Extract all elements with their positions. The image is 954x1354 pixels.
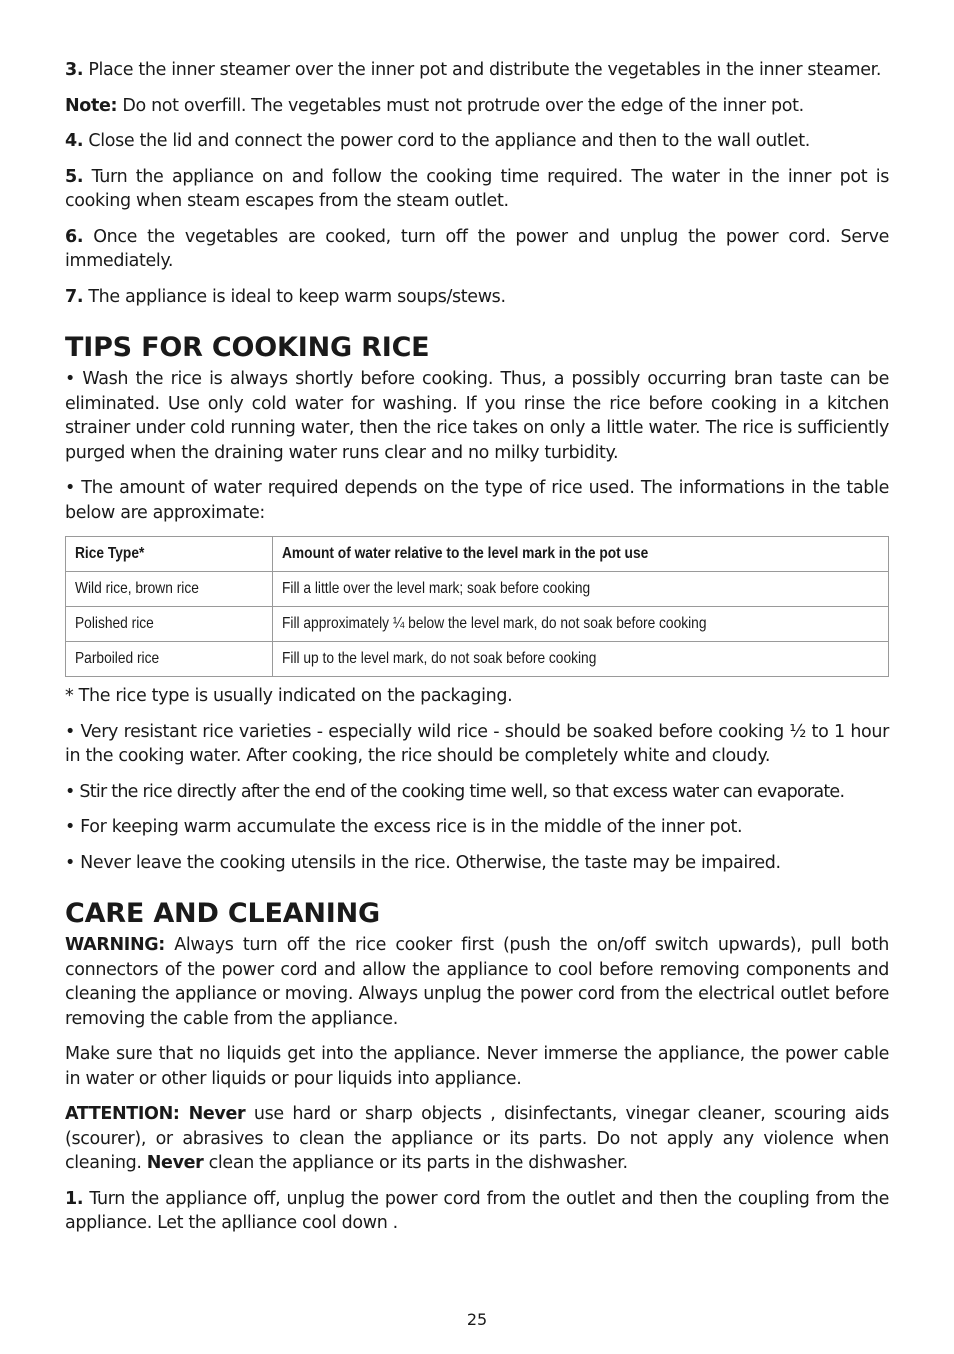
care-step-1: 1. Turn the appliance off, unplug the power cord from the outlet and then the coupling from the appliance. Let the aplliance cool down . [65, 1188, 889, 1233]
step-3: 3. Place the inner steamer over the inner pot and distribute the vegetables in the inner steamer. [65, 60, 882, 80]
care-attention: ATTENTION: Never use hard or sharp objects , disinfectants, vinegar cleaner, scouring aids (scourer), or abrasives to clean the appliance or its parts. Do not apply any violence when cleaning. Never clean the appliance or its parts in the dishwasher. [65, 1104, 889, 1173]
care-liquids: Make sure that no liquids get into the appliance. Never immerse the appliance, the power cable in water or other liquids or pour liquids into appliance. [65, 1044, 889, 1089]
manual-page [65, 58, 889, 1247]
table-row [66, 607, 889, 642]
page-number: 25 [466, 1310, 488, 1329]
note: Note: Do not overfill. The vegetables must not protrude over the edge of the inner pot. [65, 95, 804, 116]
rice-bullet-water: • The amount of water required depends on the type of rice used. The informations in the table below are approximate: [65, 478, 889, 523]
table-header-cell: Rice Type* [66, 537, 273, 572]
table-row [66, 642, 889, 677]
table-cell: Wild rice, brown rice [66, 572, 273, 607]
step-7: 7. The appliance is ideal to keep warm soups/stews. [65, 286, 506, 307]
table-header-row [66, 537, 889, 572]
step-6: 6. Once the vegetables are cooked, turn off the power and unplug the power cord. Serve immediately. [65, 226, 889, 271]
table-footnote: * The rice type is usually indicated on the packaging. [65, 686, 513, 706]
rice-bullet-utensils: • Never leave the cooking utensils in the rice. Otherwise, the taste may be impaired. [65, 852, 781, 873]
step-4: 4. Close the lid and connect the power cord to the appliance and then to the wall outlet. [65, 131, 810, 151]
table-cell: Fill a little over the level mark; soak before cooking [273, 572, 889, 607]
table-row [66, 572, 889, 607]
rice-bullet-stir: • Stir the rice directly after the end of the cooking time well, so that excess water can evaporate. [65, 781, 845, 802]
rice-bullet-soak: • Very resistant rice varieties - especially wild rice - should be soaked before cooking ½ to 1 hour in the cooking water. After cooking, the rice should be completely white and cloudy. [65, 721, 889, 766]
table-cell: Polished rice [66, 607, 273, 642]
care-warning: WARNING: Always turn off the rice cooker first (push the on/off switch upwards), pull both connectors of the power cord and allow the appliance to cool before removing components and cleaning the appliance or moving. Always unplug the power cord from the electrical outlet before removing the cable from the appliance. [65, 935, 889, 1029]
rice-tips-heading: TIPS FOR COOKING RICE [65, 332, 430, 363]
table-cell: Fill approximately ¼ below the level mark, do not soak before cooking [273, 607, 889, 642]
table-cell: Fill up to the level mark, do not soak before cooking [273, 642, 889, 677]
rice-water-table [65, 536, 889, 677]
rice-bullet-keep-warm: • For keeping warm accumulate the excess rice is in the middle of the inner pot. [65, 817, 743, 837]
rice-bullet-wash: • Wash the rice is always shortly before cooking. Thus, a possibly occurring bran taste can be eliminated. Use only cold water for washing. If you rinse the rice before cooking in a kitchen strainer under cold running water, then the rice takes on only a little water. The rice is sufficiently purged when the draining water runs clear and no milky turbidity. [65, 369, 889, 463]
table-cell: Parboiled rice [66, 642, 273, 677]
care-cleaning-heading: CARE AND CLEANING [65, 898, 381, 929]
table-header-cell: Amount of water relative to the level mark in the pot use [273, 537, 889, 572]
step-5: 5. Turn the appliance on and follow the cooking time required. The water in the inner pot is cooking when steam escapes from the steam outlet. [65, 166, 889, 211]
